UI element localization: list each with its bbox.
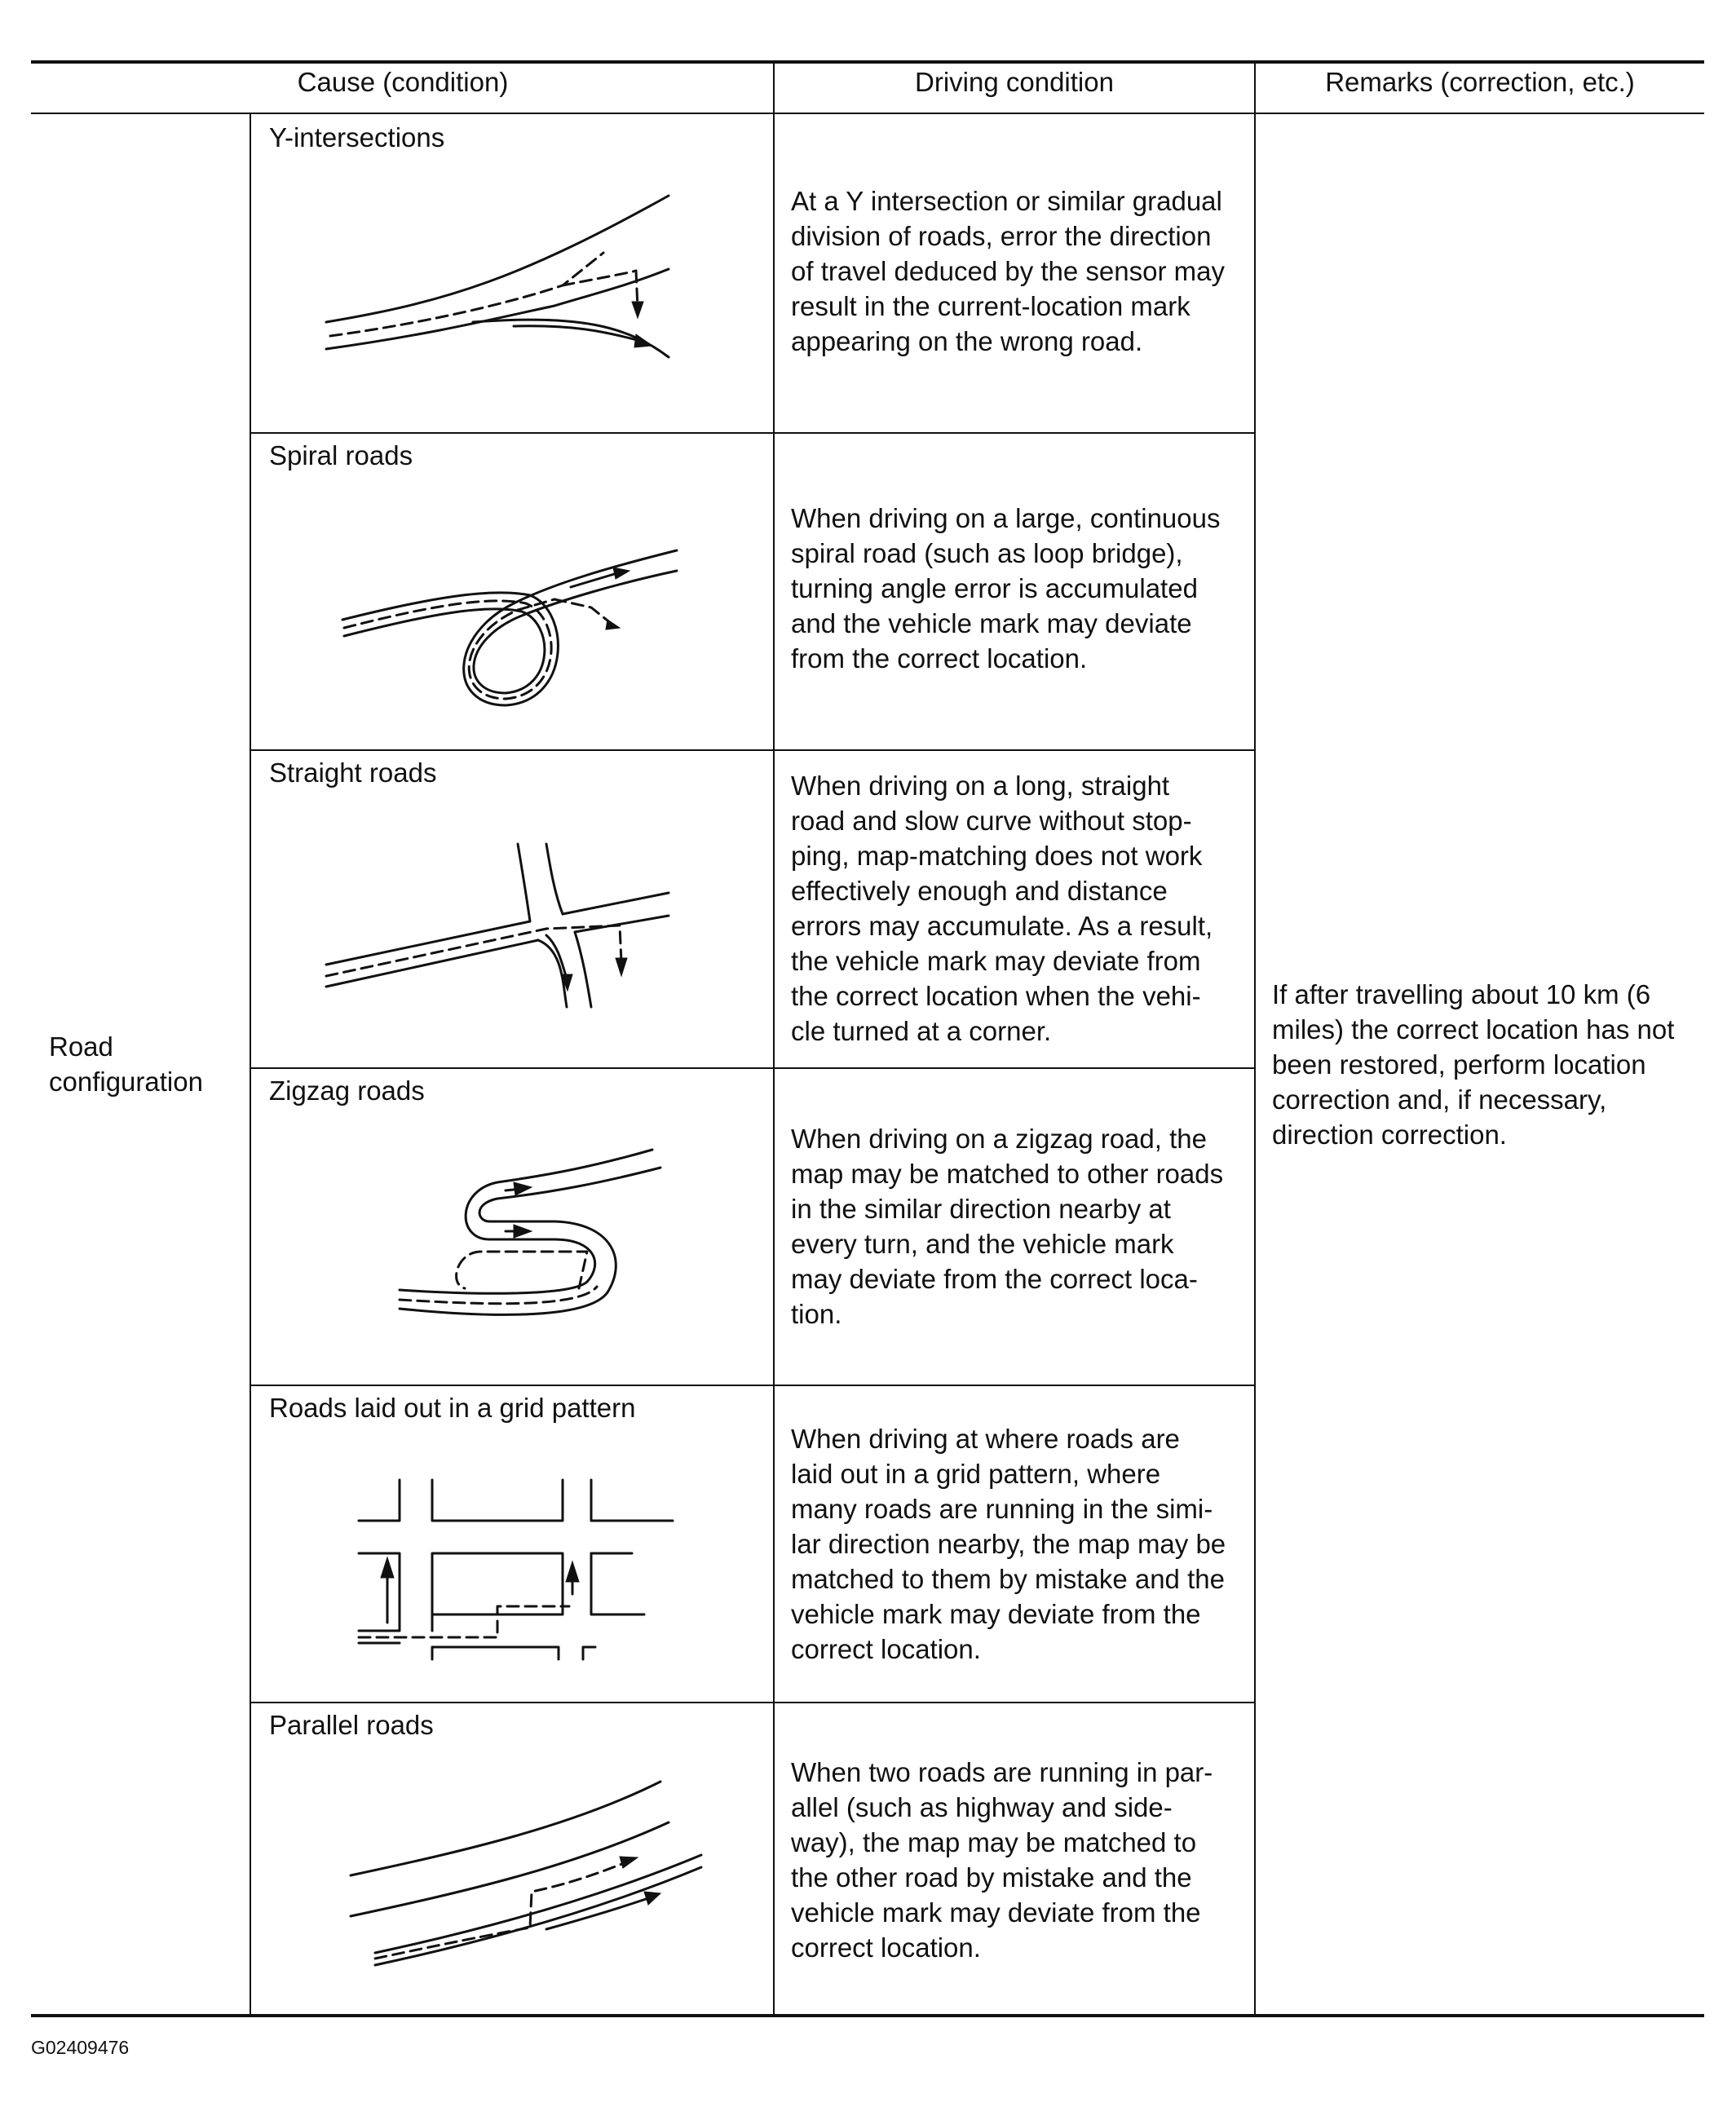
category-divider xyxy=(250,113,251,2016)
driving-condition-zigzag-roads: When driving on a zigzag road, the map may be matched to other roads in the similar direction nearby at every turn, and the vehicle mark may deviate from the correct loca- tion. xyxy=(791,1124,1224,1329)
table-top-rule xyxy=(31,60,1704,64)
y-intersection-diagram xyxy=(310,179,685,367)
row-separator xyxy=(250,749,1255,751)
header-remarks: Remarks (correction, etc.) xyxy=(1325,67,1635,97)
row-separator xyxy=(250,432,1255,434)
table-bottom-rule xyxy=(31,2014,1704,2017)
header-bottom-rule xyxy=(31,113,1704,114)
row-label-straight-roads: Straight roads xyxy=(269,757,437,788)
spiral-road-diagram xyxy=(326,522,685,718)
header-divider-2 xyxy=(1254,62,1256,2016)
row-label-y-intersections: Y-intersections xyxy=(269,122,445,152)
driving-condition-y-intersections: At a Y intersection or similar gradual division of roads, error the direction of travel deduced by the sensor may result in the current-location mark appearing on the wrong road. xyxy=(791,186,1225,356)
driving-condition-spiral-roads: When driving on a large, continuous spiral road (such as loop bridge), turning angle error is accumulated and the vehicle mark may deviate from the correct location. xyxy=(791,503,1221,674)
driving-condition-parallel-roads: When two roads are running in par- allel (such as highway and side- way), the map may be matched to the other road by mistake and the vehicle mark may deviate from the correct location. xyxy=(791,1757,1213,1963)
parallel-road-diagram xyxy=(342,1778,709,1973)
driving-condition-straight-roads: When driving on a long, straight road and slow curve without stop- ping, map-matching does not work effectively enough and distance errors may accumulate. As a result, the vehicle mark may deviate from the correct location when the vehi- cle turned at a corner. xyxy=(791,771,1213,1046)
header-driving-condition: Driving condition xyxy=(915,67,1114,97)
header-cause: Cause (condition) xyxy=(297,67,509,97)
straight-road-diagram xyxy=(318,844,693,1023)
row-separator xyxy=(250,1067,1255,1069)
remarks-text: If after travelling about 10 km (6 miles) the correct location has not been restored, perform location correction and, if necessary, direction correction. xyxy=(1272,979,1675,1150)
header-divider-1 xyxy=(773,62,775,2016)
row-label-spiral-roads: Spiral roads xyxy=(269,440,413,470)
zigzag-road-diagram xyxy=(391,1150,669,1337)
row-separator xyxy=(250,1385,1255,1386)
row-label-grid-roads: Roads laid out in a grid pattern xyxy=(269,1393,636,1423)
row-separator xyxy=(250,1702,1255,1703)
driving-condition-grid-roads: When driving at where roads are laid out in a grid pattern, where many roads are running in the simi- lar direction nearby, the map may be matched to them by mistake and the vehicle mark may deviate from the correct location. xyxy=(791,1424,1226,1664)
grid-road-diagram xyxy=(351,1480,677,1667)
category-label: Road configuration xyxy=(49,1031,203,1097)
row-label-parallel-roads: Parallel roads xyxy=(269,1710,434,1740)
row-label-zigzag-roads: Zigzag roads xyxy=(269,1075,425,1106)
figure-code: G02409476 xyxy=(31,2037,130,2058)
